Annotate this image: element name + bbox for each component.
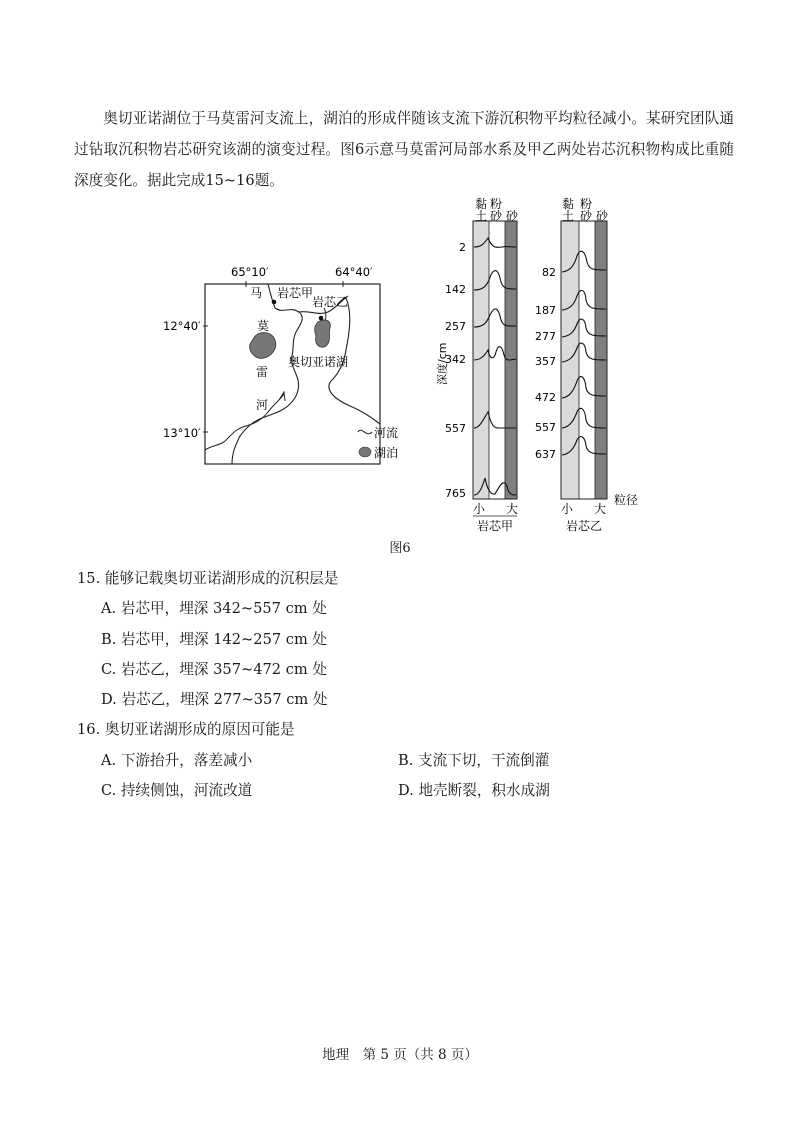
q16-option-a: A. 下游抬升，落差减小 <box>101 752 253 769</box>
q15-stem: 15. 能够记载奥切亚诺湖形成的沉积层是 <box>77 570 339 587</box>
q16-stem: 16. 奥切亚诺湖形成的原因可能是 <box>77 721 295 738</box>
lon-right-label: 64°40′ <box>335 265 373 279</box>
core-a-depth: 342 <box>445 353 466 366</box>
q15-option-d: D. 岩芯乙，埋深 277~357 cm 处 <box>101 691 328 708</box>
grain-size-label: 粒径 <box>614 493 639 507</box>
core-b-depth: 637 <box>535 448 556 461</box>
core-b-header-clay-2: 土 <box>562 209 575 223</box>
core-a-header-clay-2: 土 <box>475 209 488 223</box>
core-b-header-clay-1: 黏 <box>562 197 575 211</box>
figure-caption: 图6 <box>389 541 411 556</box>
figure-6 <box>0 0 800 560</box>
core-a-depth: 557 <box>445 422 466 435</box>
core-b-depth: 472 <box>535 391 556 404</box>
cores-panel <box>435 196 638 533</box>
core-b-small-label: 小 <box>560 502 574 516</box>
core-b-depth: 557 <box>535 421 556 434</box>
lat-bottom-label: 13°10′ <box>163 426 201 440</box>
core-a-depth: 142 <box>445 283 466 296</box>
legend-lake-label: 湖泊 <box>374 446 399 460</box>
lat-top-label: 12°40′ <box>163 319 201 333</box>
core-a-depth: 257 <box>445 320 466 333</box>
legend-river-label: 河流 <box>374 426 399 440</box>
river-char-3: 雷 <box>256 365 269 379</box>
core-a-map-label: 岩芯甲 <box>277 286 314 300</box>
lake-west <box>250 333 276 359</box>
core-b-depth: 277 <box>535 330 556 343</box>
depth-axis-label: 深度/cm <box>436 342 449 385</box>
core-a-header-silt-1: 粉 <box>490 197 503 211</box>
q16-option-c: C. 持续侧蚀，河流改道 <box>101 782 253 799</box>
core-b-depth: 357 <box>535 355 556 368</box>
core-a-large-label: 大 <box>505 502 519 516</box>
lake-oceano <box>315 320 331 347</box>
core-a-point <box>272 300 277 305</box>
core-a-header-silt-2: 砂 <box>490 209 503 223</box>
core-b-large-label: 大 <box>593 502 607 516</box>
river-char-1: 马 <box>250 286 263 300</box>
map-panel <box>163 265 398 464</box>
core-b-name: 岩芯乙 <box>565 519 603 533</box>
q15-option-b: B. 岩芯甲，埋深 142~257 cm 处 <box>101 631 328 648</box>
q16-option-b: B. 支流下切，干流倒灌 <box>398 752 550 769</box>
river-char-2: 莫 <box>257 319 270 333</box>
core-a-header-sand: 砂 <box>506 209 519 223</box>
intro-paragraph: 奥切亚诺湖位于马莫雷河支流上，湖泊的形成伴随该支流下游沉积物平均粒径减小。某研究团队通过钻取沉积物岩芯研究该湖的演变过程。图6示意马莫雷河局部水系及甲乙两处岩芯沉积物构成比重随深度变化。据此完成15~16题。 <box>74 110 734 189</box>
core-b-header-silt-2: 砂 <box>580 209 593 223</box>
core-a-name: 岩芯甲 <box>476 519 514 533</box>
core-b-depth: 82 <box>542 266 556 279</box>
core-a-small-label: 小 <box>472 502 486 516</box>
q15-option-c: C. 岩芯乙，埋深 357~472 cm 处 <box>101 661 327 678</box>
q16-option-d: D. 地壳断裂，积水成湖 <box>398 782 550 799</box>
river-char-4: 河 <box>256 398 269 412</box>
tributary-river <box>205 394 284 450</box>
core-a-depth: 765 <box>445 487 466 500</box>
lon-left-label: 65°10′ <box>231 265 269 279</box>
core-b-depth: 187 <box>535 304 556 317</box>
q15-option-a: A. 岩芯甲，埋深 342~557 cm 处 <box>101 600 327 617</box>
core-b-header-silt-1: 粉 <box>580 197 593 211</box>
core-a-header-clay-1: 黏 <box>475 197 488 211</box>
legend-lake-icon <box>359 447 371 457</box>
core-a-depth: 2 <box>459 241 466 254</box>
core-b-map-label: 岩芯乙 <box>312 295 349 309</box>
page-footer: 地理 第 5 页（共 8 页） <box>322 1047 478 1063</box>
core-b-header-sand: 砂 <box>596 209 609 223</box>
lake-label: 奥切亚诺湖 <box>288 355 349 369</box>
legend-river-icon <box>358 430 372 433</box>
core-b-point <box>319 316 324 321</box>
